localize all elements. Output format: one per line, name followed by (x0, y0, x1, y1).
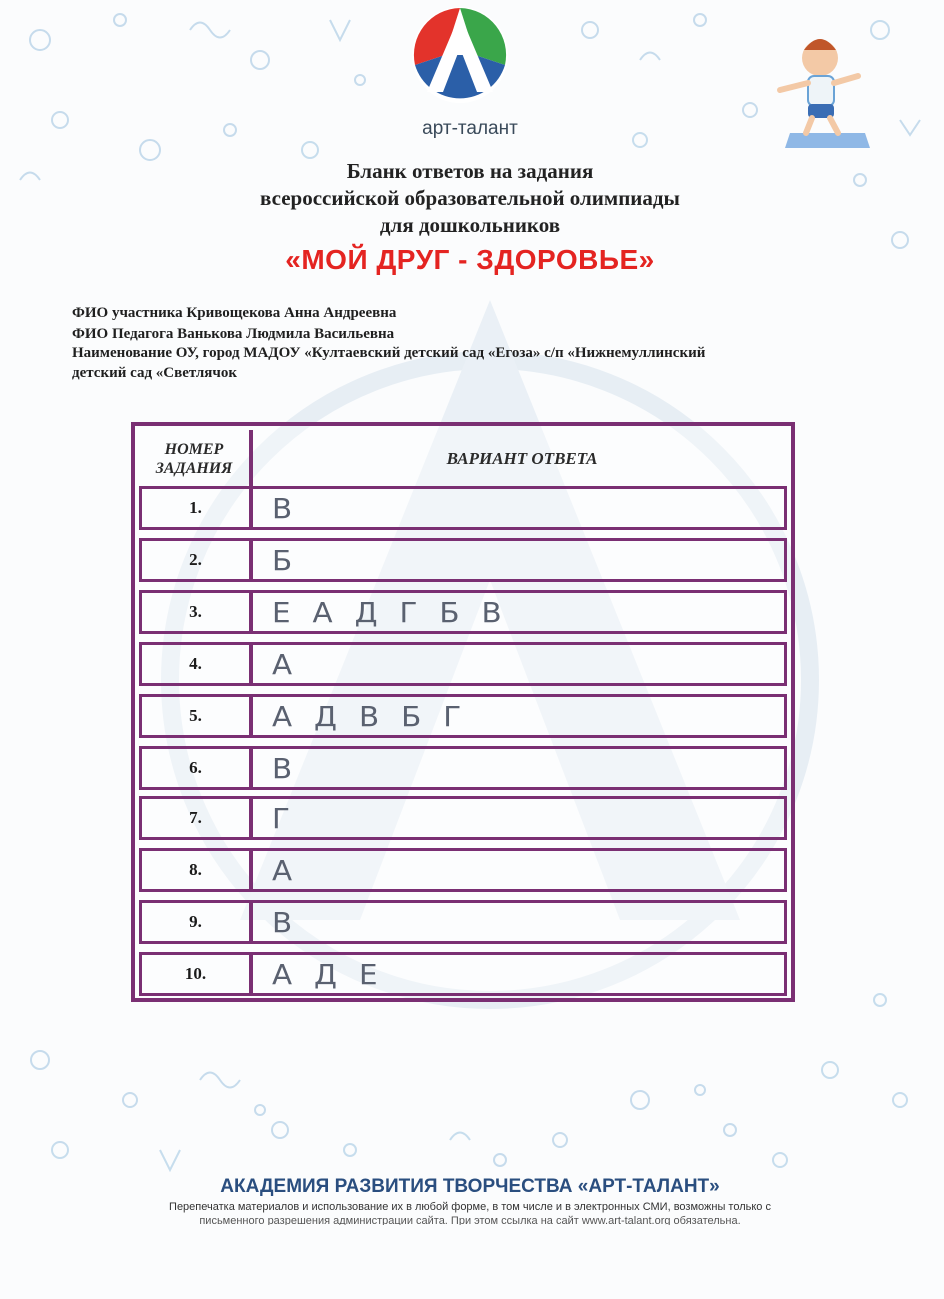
table-row (139, 694, 787, 738)
art-talant-logo-icon (405, 0, 515, 110)
task-number: 5. (142, 697, 253, 735)
table-row (139, 746, 787, 790)
table-row (139, 486, 787, 530)
column-header-task-number-line2: ЗАДАНИЯ (155, 460, 233, 477)
child-exercising-illustration (770, 28, 880, 148)
table-row (139, 590, 787, 634)
table-row (139, 796, 787, 840)
task-number: 9. (142, 903, 253, 941)
table-row (139, 538, 787, 582)
handwritten-answer: В (272, 492, 299, 525)
page-title-line1: Бланк ответов на задания (346, 159, 594, 183)
olympiad-name: «МОЙ ДРУГ - ЗДОРОВЬЕ» (285, 244, 655, 275)
academy-footer: АКАДЕМИЯ РАЗВИТИЯ ТВОРЧЕСТВА «АРТ-ТАЛАНТ» (220, 1176, 720, 1197)
task-number: 10. (142, 955, 253, 993)
handwritten-answer: В (272, 906, 299, 939)
task-number: 2. (142, 541, 253, 579)
teacher-name: ФИО Педагога Ванькова Людмила Васильевна (72, 326, 395, 342)
participant-name: ФИО участника Кривощекова Анна Андреевна (72, 305, 397, 321)
table-row (139, 642, 787, 686)
handwritten-answer: В (272, 752, 299, 785)
table-row (139, 952, 787, 996)
logo-text: арт-талант (422, 118, 518, 139)
handwritten-answer: Г (272, 802, 297, 835)
task-number: 3. (142, 593, 253, 631)
table-row (139, 848, 787, 892)
task-number: 8. (142, 851, 253, 889)
table-row (139, 900, 787, 944)
institution-line1: Наименование ОУ, город МАДОУ «Култаевский детский сад «Егоза» с/п «Нижнемуллинский (72, 345, 706, 361)
handwritten-answer: А (272, 648, 299, 681)
handwritten-answer: Е А Д Г Б В (272, 596, 508, 629)
column-header-answer: ВАРИАНТ ОТВЕТА (446, 449, 598, 468)
handwritten-answer: Б (272, 544, 299, 577)
page-title-line2: всероссийской образовательной олимпиады (260, 186, 680, 210)
task-number: 4. (142, 645, 253, 683)
task-number: 6. (142, 749, 253, 787)
handwritten-answer: А Д В Б Г (272, 700, 468, 733)
copyright-notice-line1: Перепечатка материалов и использование их в любой форме, в том числе и в электронных СМИ, возможны только с (169, 1201, 771, 1213)
answers-table (131, 422, 795, 1002)
column-header-task-number-line1: НОМЕР (164, 441, 224, 458)
institution-line2: детский сад «Светлячок (72, 365, 238, 381)
task-number: 1. (142, 489, 253, 527)
task-number: 7. (142, 799, 253, 837)
page-title-line3: для дошкольников (379, 213, 561, 237)
handwritten-answer: А Д Е (272, 958, 384, 991)
handwritten-answer: А (272, 854, 299, 887)
column-header-task-number (139, 430, 253, 488)
copyright-notice-line2: письменного разрешения администрации сайта. При этом ссылка на сайт www.art-talant.org обязательна. (199, 1215, 741, 1225)
